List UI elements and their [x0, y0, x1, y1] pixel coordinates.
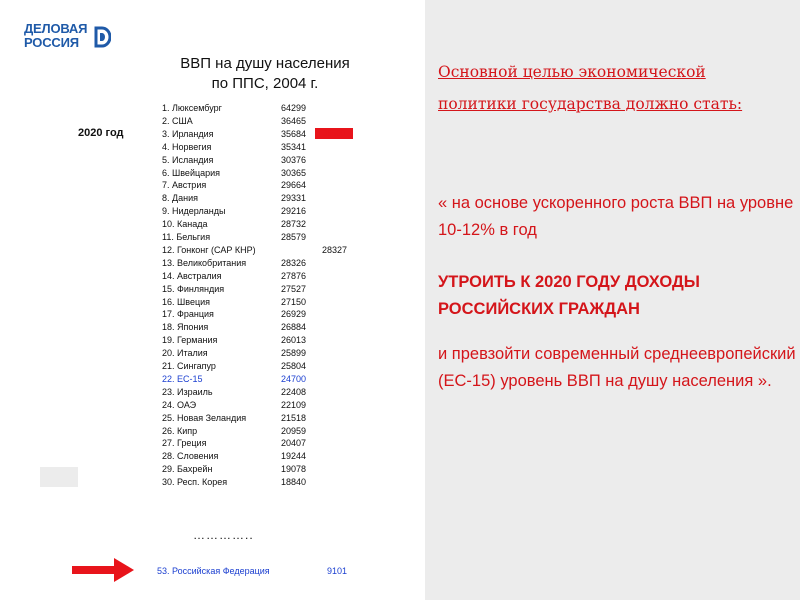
gdp-value: 28579 — [281, 232, 307, 242]
logo-line-2: РОССИЯ — [24, 35, 79, 50]
gdp-value: 35684 — [281, 128, 307, 139]
ranking-row — [162, 477, 372, 488]
country-name: 15. Финляндия — [162, 283, 225, 294]
target-2020-value: 36500 — [315, 128, 353, 139]
ranking-row — [162, 426, 372, 437]
gdp-value: 25899 — [281, 348, 307, 359]
ranking-row — [162, 374, 372, 385]
country-name: 25. Новая Зеландия — [162, 412, 247, 423]
country-name: 27. Греция — [162, 438, 207, 449]
ranking-row — [162, 129, 372, 140]
ranking-row — [162, 142, 372, 153]
ranking-row — [162, 206, 372, 217]
gdp-value: 27150 — [281, 296, 307, 307]
logo-d-icon — [94, 26, 111, 48]
country-name: 2. США — [162, 115, 193, 126]
country-name: 12. Гонконг (САР КНР) — [162, 244, 256, 255]
gdp-value: 19078 — [281, 464, 307, 475]
gdp-value: 36465 — [281, 115, 307, 126]
country-name: 18. Япония — [162, 322, 209, 333]
country-name: 11. Бельгия — [162, 232, 211, 242]
gdp-value: 24700 — [281, 373, 307, 384]
country-name: 5. Исландия — [162, 154, 214, 165]
ranking-row — [162, 309, 372, 320]
country-name: 26. Кипр — [162, 425, 198, 436]
arrow-right-icon — [72, 556, 134, 584]
gdp-value: 30365 — [281, 167, 307, 178]
ranking-row — [162, 413, 372, 424]
country-name: 3. Ирландия — [162, 128, 214, 139]
logo-text — [24, 22, 87, 50]
ranking-row — [162, 361, 372, 372]
policy-paragraph-triple-income: УТРОИТЬ К 2020 ГОДУ ДОХОДЫ РОССИЙСКИХ ГРАЖДАН — [438, 273, 700, 318]
gdp-value: 26929 — [281, 309, 307, 320]
ranking-row — [162, 400, 372, 411]
gdp-value: 20959 — [281, 425, 307, 436]
ranking-row — [162, 155, 372, 166]
ranking-row — [162, 232, 372, 243]
gdp-value: 64299 — [281, 103, 307, 113]
country-name: 17. Франция — [162, 309, 214, 320]
table-title-line-1: ВВП на душу населения — [180, 55, 350, 72]
country-name: 10. Канада — [162, 219, 208, 230]
ranking-row — [162, 438, 372, 449]
gdp-value: 35341 — [281, 141, 307, 152]
table-title-line-2: по ППС, 2004 г. — [211, 75, 319, 92]
country-name: 4. Норвегия — [162, 141, 212, 152]
gdp-value: 29216 — [281, 206, 307, 217]
country-name: 13. Великобритания — [162, 257, 247, 268]
table-title — [150, 54, 380, 94]
policy-heading: Основной целью экономической политики государства должно стать: — [438, 63, 743, 113]
ranking-row — [162, 322, 372, 333]
country-name: 19. Германия — [162, 335, 218, 346]
ranking-row — [162, 258, 372, 269]
ranking-row — [162, 180, 372, 191]
ranking-row — [162, 297, 372, 308]
gdp-value: 29664 — [281, 180, 307, 191]
ranking-row — [162, 271, 372, 282]
ranking-row — [162, 193, 372, 204]
policy-paragraph-eu15: и превзойти современный среднеевропейский (ЕС-15) уровень ВВП на душу населения ». — [438, 345, 796, 390]
country-name: 9. Нидерланды — [162, 206, 226, 217]
ranking-row — [162, 451, 372, 462]
country-name: 14. Австралия — [162, 270, 222, 281]
gdp-value: 26884 — [281, 322, 307, 333]
gdp-value: 25804 — [281, 361, 307, 371]
country-name: 8. Дания — [162, 193, 198, 204]
gdp-value-offset: 28327 — [322, 244, 348, 255]
country-name: 24. ОАЭ — [162, 399, 197, 410]
ranking-row — [162, 103, 372, 114]
country-name: 28. Словения — [162, 451, 219, 462]
russia-row-value: 9101 — [327, 566, 348, 576]
gdp-value: 27527 — [281, 283, 307, 294]
ranking-row — [162, 335, 372, 346]
ranking-row — [162, 245, 372, 256]
ranking-row — [162, 219, 372, 230]
logo — [24, 22, 112, 54]
country-name: 7. Австрия — [162, 180, 207, 191]
country-name: 1. Люксембург — [162, 103, 222, 113]
gdp-value: 28732 — [281, 219, 307, 230]
ranking-row — [162, 387, 372, 398]
ellipsis: ………….. — [193, 528, 254, 542]
gdp-value: 19244 — [281, 451, 307, 462]
gdp-value: 20407 — [281, 438, 307, 449]
country-name: 21. Сингапур — [162, 361, 216, 371]
country-name: 20. Италия — [162, 348, 208, 359]
country-name: 23. Израиль — [162, 386, 213, 397]
country-name: 16. Швеция — [162, 296, 211, 307]
country-name: 30. Респ. Корея — [162, 477, 228, 488]
ranking-row — [162, 348, 372, 359]
ranking-row — [162, 464, 372, 475]
ranking-row — [162, 284, 372, 295]
gdp-value: 29331 — [281, 193, 307, 204]
gdp-value: 21518 — [281, 412, 307, 423]
policy-paragraph-growth: « на основе ускоренного роста ВВП на уровне 10-12% в год — [438, 194, 794, 239]
gdp-value: 26013 — [281, 335, 307, 346]
gdp-value: 22408 — [281, 386, 307, 397]
ranking-row — [162, 116, 372, 127]
country-name: 22. ЕС-15 — [162, 373, 203, 384]
gdp-value: 28326 — [281, 257, 307, 268]
russia-row-name: 53. Российская Федерация — [157, 566, 270, 576]
decorative-box — [40, 467, 78, 487]
logo-line-1: ДЕЛОВАЯ — [24, 21, 88, 36]
country-name: 29. Бахрейн — [162, 464, 213, 475]
ranking-row — [162, 168, 372, 179]
gdp-value: 30376 — [281, 154, 307, 165]
gdp-value: 22109 — [281, 399, 307, 410]
gdp-value: 18840 — [281, 477, 307, 488]
year-label: 2020 год — [78, 127, 124, 139]
gdp-value: 27876 — [281, 270, 307, 281]
country-name: 6. Швейцария — [162, 167, 221, 178]
